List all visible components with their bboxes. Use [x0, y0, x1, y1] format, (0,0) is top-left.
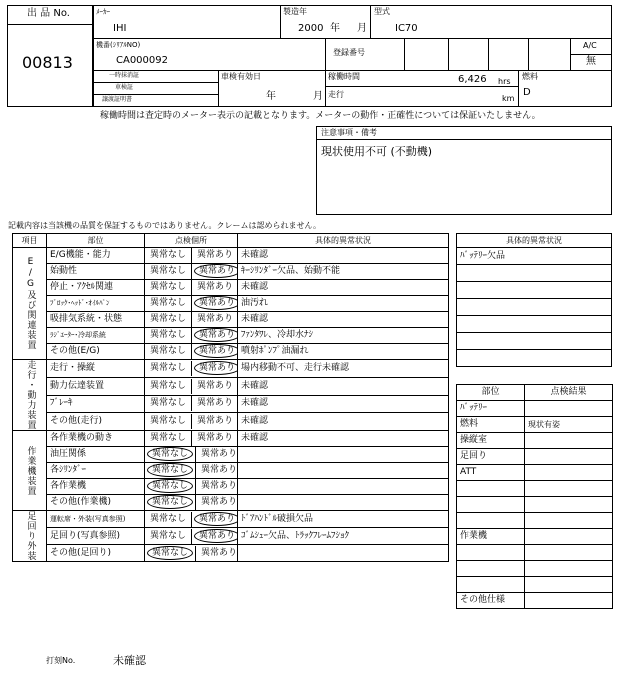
- ac-value: 無: [586, 56, 596, 67]
- result-value: [525, 481, 613, 497]
- result-value: [525, 465, 613, 481]
- transfer-cert-label: 譲渡証明書: [102, 96, 133, 103]
- check-cell: [145, 264, 238, 280]
- km-unit: km: [502, 94, 515, 103]
- inspection-row: [13, 280, 449, 296]
- ok-option: 異常なし: [147, 463, 193, 477]
- ok-option: 異常なし: [149, 282, 186, 292]
- inspection-header-row: [13, 234, 449, 248]
- check-cell: [145, 377, 238, 395]
- check-cell: [145, 511, 238, 528]
- check-divider: [195, 479, 196, 494]
- ng-option: 異常あり: [200, 481, 237, 491]
- inspection-row: [13, 511, 449, 528]
- result-row: [457, 513, 613, 529]
- lot-number: 00813: [22, 53, 73, 72]
- part-cell: ﾗｼﾞｴｰﾀｰ･冷却系統: [47, 328, 145, 344]
- hours-note: 稼働時間は査定時のメーター表示の記載となります。メーターの動作・正確性については保証いたしません。: [100, 111, 541, 121]
- travel-label: 走行: [328, 90, 344, 99]
- lot-number-label: 出 品 No.: [27, 8, 70, 19]
- ng-option: 異常あり: [200, 449, 237, 459]
- ok-option: 異常なし: [147, 546, 193, 560]
- inspection-row: [13, 413, 449, 431]
- abnormal-row: [457, 282, 612, 299]
- part-cell: 動力伝達装置: [47, 377, 145, 395]
- inspection-row: [13, 377, 449, 395]
- detail-cell: ｷｰｼﾘﾝﾀﾞｰ欠品、始動不能: [238, 264, 449, 280]
- abnormal-line: [457, 299, 612, 316]
- part-cell: その他(走行): [47, 413, 145, 431]
- check-cell: [145, 495, 238, 511]
- inspection-row: [13, 264, 449, 280]
- inspection-row: [13, 495, 449, 511]
- check-cell: [145, 296, 238, 312]
- header-check: 点検個所: [145, 234, 238, 248]
- result-value: [525, 401, 613, 417]
- detail-cell: [238, 545, 449, 562]
- detail-cell: [238, 495, 449, 511]
- result-header-part: 部位: [457, 385, 525, 401]
- check-cell: [145, 248, 238, 264]
- abnormal-row: [457, 350, 612, 367]
- check-cell: [145, 328, 238, 344]
- fuel-label: 燃料: [522, 72, 538, 81]
- part-cell: 各ｼﾘﾝﾀﾞｰ: [47, 463, 145, 479]
- abnormal-row: [457, 265, 612, 282]
- result-row: [457, 497, 613, 513]
- part-cell: ﾌﾞﾚｰｷ: [47, 395, 145, 413]
- hours-value: 6,426: [458, 74, 487, 85]
- ok-option: 異常なし: [149, 314, 186, 324]
- result-part: ATT: [457, 465, 525, 481]
- detail-cell: [238, 479, 449, 495]
- inspection-row: [13, 447, 449, 463]
- check-divider: [195, 495, 196, 510]
- part-cell: ﾌﾞﾛｯｸ･ﾍｯﾄﾞ･ｵｲﾙﾊﾟﾝ: [47, 296, 145, 312]
- check-divider: [191, 396, 192, 411]
- check-cell: [145, 447, 238, 463]
- abnormal-header-row: [457, 234, 612, 248]
- ok-option: 異常なし: [149, 266, 186, 276]
- result-value: [525, 545, 613, 561]
- ok-option: 異常なし: [147, 495, 193, 509]
- check-divider: [191, 379, 192, 394]
- result-part: 燃料: [457, 417, 525, 433]
- ok-option: 異常なし: [149, 362, 186, 373]
- result-part: 足回り: [457, 449, 525, 465]
- check-cell: [145, 463, 238, 479]
- month-unit: 月: [357, 23, 367, 34]
- year-value: 2000: [298, 23, 324, 34]
- detail-cell: ｺﾞﾑｼｭｰ欠品、ﾄﾗｯｸﾌﾚｰﾑﾌｼｮｸ: [238, 528, 449, 545]
- result-row: [457, 545, 613, 561]
- detail-cell: 噴射ﾎﾟﾝﾌﾟ油漏れ: [238, 344, 449, 360]
- result-row: [457, 561, 613, 577]
- inspection-year-unit: 年: [266, 91, 276, 102]
- result-part: 操縦室: [457, 433, 525, 449]
- detail-cell: 未確認: [238, 377, 449, 395]
- check-cell: [145, 312, 238, 328]
- fuel-value: D: [523, 87, 531, 98]
- serial-label: 機番(ｼﾘｱﾙNO): [96, 41, 141, 49]
- ng-option: 異常あり: [194, 361, 238, 375]
- ok-option: 異常なし: [149, 530, 186, 541]
- hours-unit: hrs: [498, 77, 511, 86]
- ng-option: 異常あり: [194, 344, 238, 358]
- detail-cell: 未確認: [238, 248, 449, 264]
- ac-label: A/C: [583, 41, 597, 50]
- part-cell: 足回り(写真参照): [47, 528, 145, 545]
- inspection-row: [13, 479, 449, 495]
- model-label: 型式: [374, 7, 390, 16]
- abnormal-line: ﾊﾞｯﾃﾘｰ欠品: [457, 248, 612, 265]
- part-cell: 始動性: [47, 264, 145, 280]
- stamp-label: 打刻No.: [46, 656, 76, 665]
- check-cell: [145, 413, 238, 431]
- result-row: [457, 593, 613, 609]
- detail-cell: 未確認: [238, 413, 449, 431]
- inspection-row: [13, 296, 449, 312]
- result-part: [457, 497, 525, 513]
- serial-value: CA000092: [116, 55, 168, 66]
- check-cell: [145, 395, 238, 413]
- check-divider: [191, 312, 192, 327]
- ng-option: 異常あり: [196, 398, 233, 409]
- abnormal-header: 具体的異常状況: [457, 234, 612, 248]
- result-value: [525, 433, 613, 449]
- result-part: [457, 545, 525, 561]
- ok-option: 異常なし: [149, 398, 186, 409]
- year-label: 製造年: [283, 7, 307, 16]
- ok-option: 異常なし: [149, 513, 186, 524]
- ok-option: 異常なし: [149, 416, 186, 427]
- detail-cell: 油汚れ: [238, 296, 449, 312]
- ng-option: 異常あり: [194, 328, 238, 342]
- inspection-table: [12, 233, 449, 562]
- ng-option: 異常あり: [196, 250, 233, 260]
- part-cell: 運転席・外装(写真参照): [47, 511, 145, 528]
- ok-option: 異常なし: [149, 380, 186, 391]
- detail-cell: [238, 463, 449, 479]
- abnormal-line: [457, 316, 612, 333]
- result-row: [457, 449, 613, 465]
- check-divider: [191, 264, 192, 279]
- result-row: [457, 465, 613, 481]
- result-row: [457, 433, 613, 449]
- part-cell: 油圧関係: [47, 447, 145, 463]
- check-cell: [145, 545, 238, 562]
- result-value: [525, 577, 613, 593]
- group-label: E/G及び関連装置: [25, 257, 36, 350]
- abnormal-row: [457, 299, 612, 316]
- check-divider: [195, 463, 196, 478]
- ng-option: 異常あり: [200, 465, 237, 475]
- check-divider: [191, 361, 192, 376]
- ng-option: 異常あり: [200, 547, 237, 558]
- result-header-row: [457, 385, 613, 401]
- ok-option: 異常なし: [149, 346, 186, 356]
- remarks-text: 現状使用不可 (不動機): [321, 145, 433, 158]
- ng-option: 異常あり: [194, 296, 238, 310]
- ng-option: 異常あり: [194, 512, 238, 526]
- check-divider: [191, 248, 192, 263]
- detail-cell: 未確認: [238, 312, 449, 328]
- ok-option: 異常なし: [147, 447, 193, 461]
- check-cell: [145, 360, 238, 378]
- part-cell: その他(E/G): [47, 344, 145, 360]
- inspection-month-unit: 月: [313, 91, 323, 102]
- header-item: 項目: [13, 234, 47, 248]
- result-part: [457, 513, 525, 529]
- result-value: [525, 593, 613, 609]
- registration-label: 登録番号: [333, 48, 365, 57]
- detail-cell: ﾄﾞｱﾊﾝﾄﾞﾙ破損欠品: [238, 511, 449, 528]
- result-row: [457, 401, 613, 417]
- result-part: ﾊﾞｯﾃﾘｰ: [457, 401, 525, 417]
- inspection-row: [13, 328, 449, 344]
- result-value: [525, 449, 613, 465]
- detail-cell: 未確認: [238, 431, 449, 447]
- check-cell: [145, 431, 238, 447]
- part-cell: E/G機能・能力: [47, 248, 145, 264]
- result-part: 作業機: [457, 529, 525, 545]
- maker-label: ﾒｰｶｰ: [96, 8, 110, 16]
- result-value: [525, 497, 613, 513]
- maker-value: IHI: [113, 23, 127, 34]
- group-label: 走行・動力装置: [25, 360, 36, 430]
- group-label-cell: [13, 431, 47, 511]
- inspection-row: [13, 248, 449, 264]
- check-divider: [191, 414, 192, 429]
- part-cell: 各作業機: [47, 479, 145, 495]
- detail-cell: 未確認: [238, 280, 449, 296]
- result-row: [457, 481, 613, 497]
- abnormal-line: [457, 350, 612, 367]
- ng-option: 異常あり: [196, 314, 233, 324]
- ok-option: 異常なし: [147, 479, 193, 493]
- part-cell: 吸排気系統・状態: [47, 312, 145, 328]
- check-divider: [191, 529, 192, 544]
- check-divider: [195, 546, 196, 561]
- inspection-row: [13, 463, 449, 479]
- check-divider: [191, 344, 192, 359]
- group-label-cell: [13, 360, 47, 431]
- model-value: IC70: [395, 23, 418, 34]
- ng-option: 異常あり: [196, 380, 233, 391]
- result-table: [456, 384, 613, 609]
- group-label: 足回り外装: [25, 511, 36, 561]
- inspection-row: [13, 528, 449, 545]
- check-divider: [191, 328, 192, 343]
- ng-option: 異常あり: [196, 433, 233, 443]
- abnormal-row: [457, 248, 612, 265]
- detail-cell: ﾌｧﾝﾀﾜﾚ、冷却水ﾅｼ: [238, 328, 449, 344]
- result-row: [457, 577, 613, 593]
- check-divider: [191, 296, 192, 311]
- stamp-value: 未確認: [113, 654, 146, 667]
- result-part: [457, 577, 525, 593]
- result-value: [525, 513, 613, 529]
- result-row: [457, 529, 613, 545]
- part-cell: その他(作業機): [47, 495, 145, 511]
- result-value: 現状有姿: [525, 417, 613, 433]
- abnormal-line: [457, 282, 612, 299]
- ok-option: 異常なし: [149, 433, 186, 443]
- abnormal-row: [457, 333, 612, 350]
- check-cell: [145, 344, 238, 360]
- part-cell: 各作業機の動き: [47, 431, 145, 447]
- result-part: その他仕様: [457, 593, 525, 609]
- ok-option: 異常なし: [149, 250, 186, 260]
- abnormal-line: [457, 333, 612, 350]
- header-detail: 具体的異常状況: [238, 234, 449, 248]
- header-part: 部位: [47, 234, 145, 248]
- inspection-valid-label: 車検有効日: [221, 72, 261, 81]
- part-cell: 停止・ｱｸｾﾙ関連: [47, 280, 145, 296]
- result-part: [457, 561, 525, 577]
- abnormal-line: [457, 265, 612, 282]
- result-part: [457, 481, 525, 497]
- temp-cancel-cert-label: 一時抹消証: [109, 72, 140, 79]
- check-divider: [191, 280, 192, 295]
- disclaimer: 記載内容は当該機の品質を保証するものではありません。クレームは認められません。: [8, 221, 321, 230]
- result-header-result: 点検結果: [525, 385, 613, 401]
- abnormal-row: [457, 316, 612, 333]
- group-label-cell: [13, 511, 47, 562]
- result-value: [525, 561, 613, 577]
- ng-option: 異常あり: [196, 282, 233, 292]
- detail-cell: 未確認: [238, 395, 449, 413]
- abnormal-detail-table: [456, 233, 612, 367]
- remarks-title: 注意事項・備考: [321, 128, 377, 137]
- check-cell: [145, 528, 238, 545]
- detail-cell: [238, 447, 449, 463]
- inspection-row: [13, 431, 449, 447]
- inspection-cert-label: 車検証: [115, 84, 134, 91]
- group-label-cell: [13, 248, 47, 360]
- inspection-row: [13, 395, 449, 413]
- detail-cell: 場内移動不可、走行未確認: [238, 360, 449, 378]
- ng-option: 異常あり: [200, 497, 237, 507]
- inspection-row: [13, 545, 449, 562]
- ng-option: 異常あり: [194, 264, 238, 278]
- ng-option: 異常あり: [196, 416, 233, 427]
- ng-option: 異常あり: [194, 529, 238, 543]
- check-cell: [145, 479, 238, 495]
- ok-option: 異常なし: [149, 330, 186, 340]
- result-row: [457, 417, 613, 433]
- inspection-row: [13, 312, 449, 328]
- year-unit: 年: [330, 23, 340, 34]
- result-value: [525, 529, 613, 545]
- check-cell: [145, 280, 238, 296]
- part-cell: その他(足回り): [47, 545, 145, 562]
- group-label: 作業機装置: [25, 445, 36, 496]
- check-divider: [195, 447, 196, 462]
- hours-label: 稼働時間: [328, 72, 360, 81]
- check-divider: [191, 512, 192, 527]
- ok-option: 異常なし: [149, 298, 186, 308]
- inspection-row: [13, 344, 449, 360]
- inspection-row: [13, 360, 449, 378]
- part-cell: 走行・操縦: [47, 360, 145, 378]
- check-divider: [191, 431, 192, 446]
